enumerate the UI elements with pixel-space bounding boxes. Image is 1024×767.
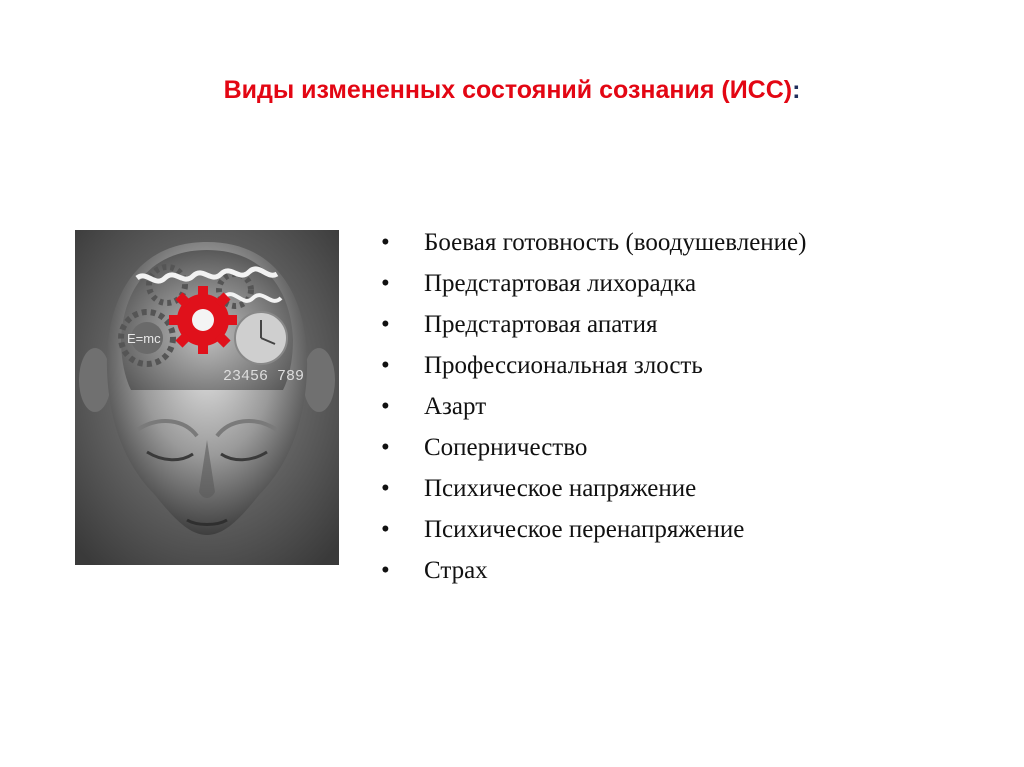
bullet: • (381, 516, 390, 543)
bullet: • (381, 393, 390, 420)
list-item (376, 550, 806, 591)
bullet: • (381, 229, 390, 256)
list-item-text: Азарт (424, 393, 487, 420)
slide-title-text: Виды измененных состояний сознания (ИСС) (223, 76, 793, 104)
bullet: • (381, 270, 390, 297)
slide-title-colon: : (792, 76, 801, 104)
formula-text: E=mc (127, 331, 161, 346)
slide-title (0, 76, 1024, 105)
bullet: • (381, 475, 390, 502)
list-item-text: Соперничество (424, 434, 588, 461)
head-illustration (75, 230, 339, 565)
list-item-text: Предстартовая апатия (424, 311, 658, 338)
list-item-text: Предстартовая лихорадка (424, 270, 697, 297)
bullet: • (381, 434, 390, 461)
list-item-text: Профессиональная злость (424, 352, 703, 379)
bullet: • (381, 557, 390, 584)
list-item-text: Психическое перенапряжение (424, 516, 745, 543)
list-item (376, 304, 806, 345)
list-item-text: Страх (424, 557, 488, 584)
digits-text: 23456 789 (223, 368, 305, 385)
bullet: • (381, 352, 390, 379)
states-list (376, 222, 806, 591)
list-item (376, 386, 806, 427)
head-with-gears-icon (75, 230, 339, 565)
list-item (376, 263, 806, 304)
list-item-text: Психическое напряжение (424, 475, 697, 502)
bullet: • (381, 311, 390, 338)
list-item (376, 468, 806, 509)
list-item (376, 345, 806, 386)
list-item (376, 222, 806, 263)
list-item-text: Боевая готовность (воодушевление) (424, 229, 807, 256)
list-item (376, 427, 806, 468)
list-item (376, 509, 806, 550)
